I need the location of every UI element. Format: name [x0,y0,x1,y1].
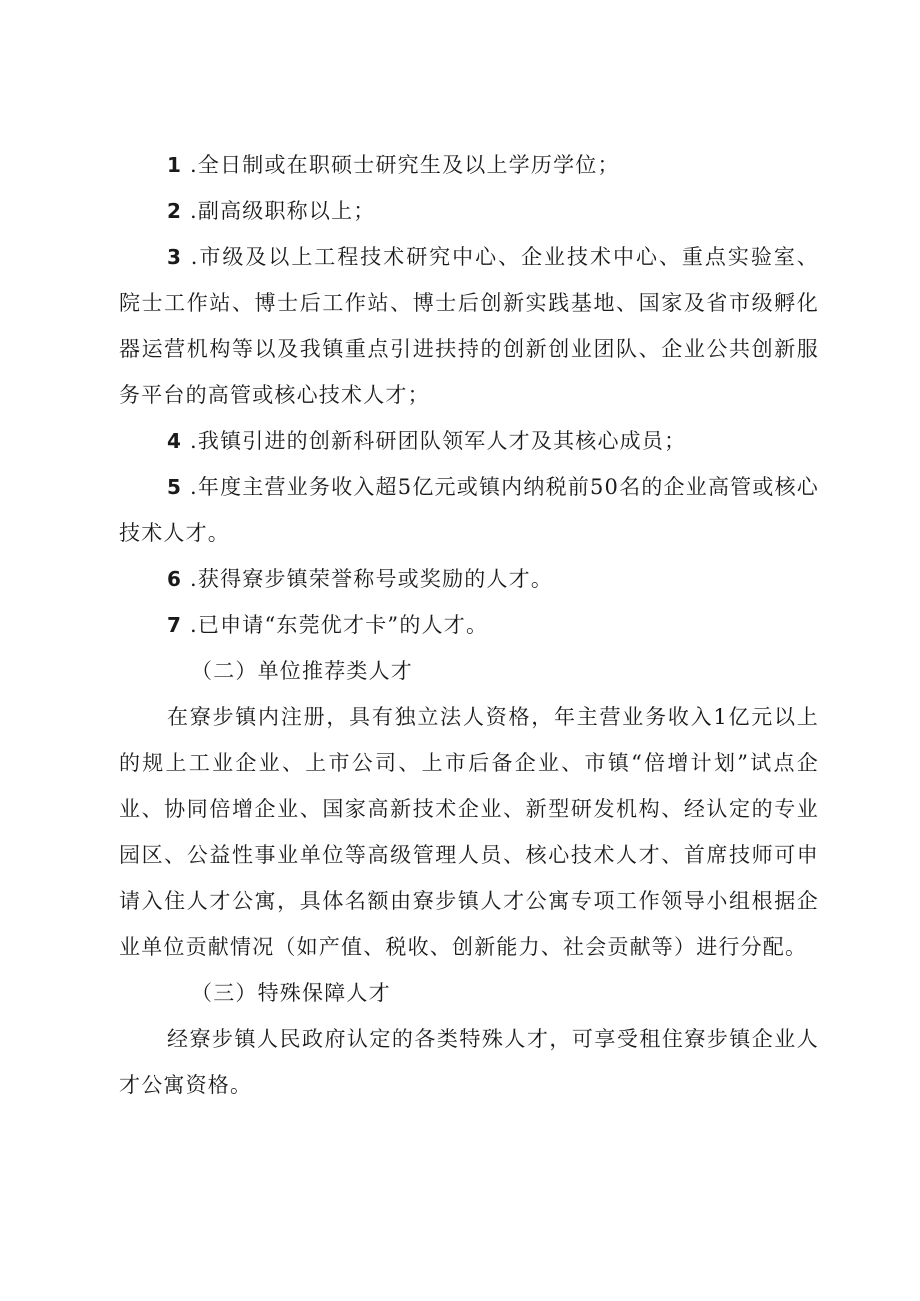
list-item-1 [119,142,819,188]
list-item-4 [119,418,819,464]
list-item-3 [119,234,819,418]
item-text: .市级及以上工程技术研究中心、企业技术中心、重点实验室、院士工作站、博士后工作站、博士后创新实践基地、国家及省市级孵化器运营机构等以及我镇重点引进扶持的创新创业团队、企业公共创新服务平台的高管或核心技术人才； [119,245,819,407]
list-item-7 [119,602,819,648]
item-number: 7 [167,613,183,637]
item-text: .全日制或在职硕士研究生及以上学历学位； [182,153,620,177]
item-text: .获得寮步镇荣誉称号或奖励的人才。 [182,567,554,591]
list-item-5 [119,464,819,556]
item-text: .年度主营业务收入超5亿元或镇内纳税前50名的企业高管或核心技术人才。 [119,475,819,545]
list-item-2 [119,188,819,234]
list-item-6 [119,556,819,602]
item-number: 2 [167,199,183,223]
section-body-3: 经寮步镇人民政府认定的各类特殊人才，可享受租住寮步镇企业人才公寓资格。 [119,1027,819,1097]
item-number: 5 [167,475,183,499]
item-number: 4 [167,429,183,453]
item-number: 1 [167,153,183,177]
document-body [119,142,819,1108]
item-text: .副高级职称以上； [182,199,376,223]
section-heading-3: （三）特殊保障人才 [191,981,391,1005]
section-heading-2: （二）单位推荐类人才 [191,659,413,683]
item-number: 6 [167,567,183,591]
item-number: 3 [167,245,183,269]
item-text: .我镇引进的创新科研团队领军人才及其核心成员； [182,429,687,453]
section-body-2: 在寮步镇内注册，具有独立法人资格，年主营业务收入1亿元以上的规上工业企业、上市公司、上市后备企业、市镇“倍增计划”试点企业、协同倍增企业、国家高新技术企业、新型研发机构、经认定的专业园区、公益性事业单位等高级管理人员、核心技术人才、首席技师可申请入住人才公寓，具体名额由寮步镇人才公寓专项工作领导小组根据企业单位贡献情况（如产值、税收、创新能力、社会贡献等）进行分配。 [119,705,819,959]
item-text: .已申请“东莞优才卡”的人才。 [182,613,489,637]
